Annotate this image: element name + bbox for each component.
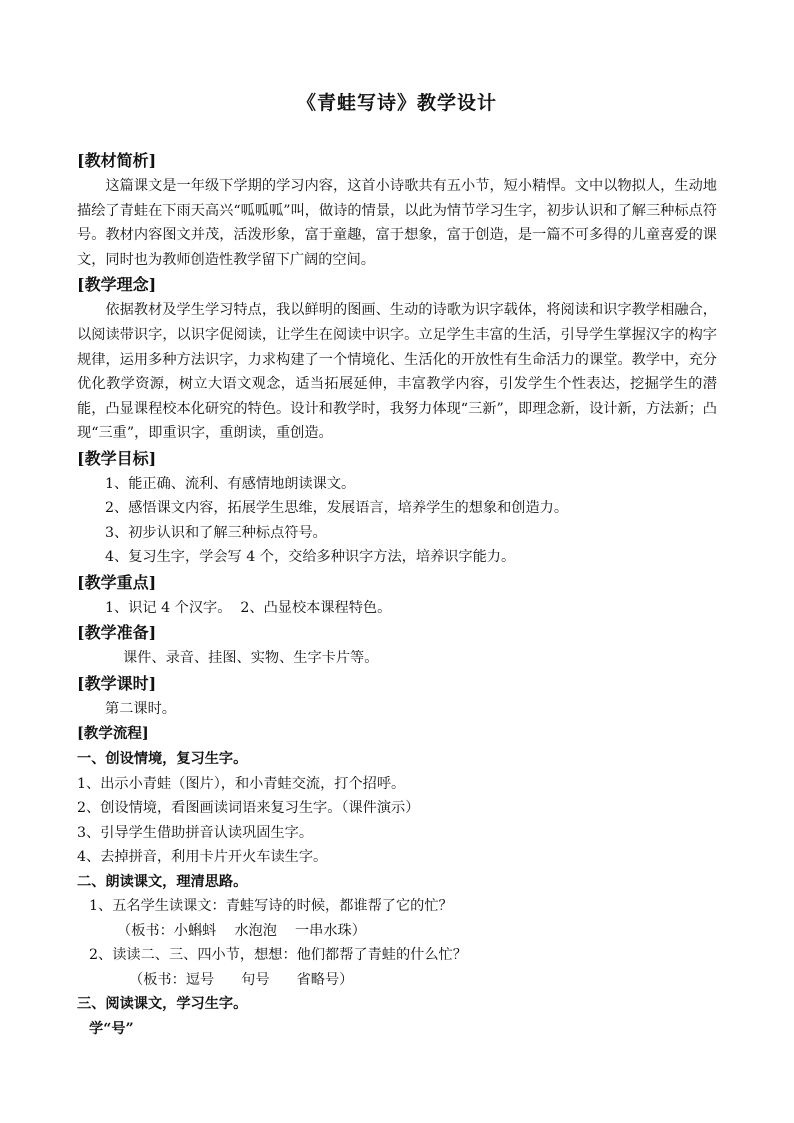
concept-paragraph: 依据教材及学生学习特点，我以鲜明的图画、生动的诗歌为识字载体，将阅读和识字教学相融合，以阅读带识字，以识字促阅读，让学生在阅读中识字。立足学生丰富的生活，引导学生掌握汉字的构字规律，运用多种方法识字，力求构建了一个情境化、生活化的开放性有生命活力的课堂。教学中，充分优化教学资源，树立大语文观念，适当拓展延伸，丰富教学内容，引发学生个性表达，挖掘学生的潜能，凸显课程校本化研究的特色。设计和教学时，我努力体现“三新”，即理念新，设计新，方法新；凸现“三重”，即重识字，重朗读，重创造。 — [77, 302, 717, 442]
flow-part2-note2: （板书：逗号 句号 省略号） — [129, 971, 354, 988]
goal-item: 2、感悟课文内容，拓展学生思维，发展语言，培养学生的想象和创造力。 — [105, 500, 569, 517]
section-heading-analysis: [教材简析] — [77, 151, 157, 170]
section-heading-period: [教学课时] — [77, 673, 157, 693]
analysis-paragraph: 这篇课文是一年级下学期的学习内容，这首小诗歌共有五小节，短小精悍。文中以物拟人，生动地描绘了青蛙在下雨天高兴“呱呱呱”叫，做诗的情景，以此为情节学习生字，初步认识和了解三种标点符号。教材内容图文并茂，活泼形象，富于童趣，富于想象，富于创造，是一篇不可多得的儿童喜爱的课文，同时也为教师创造性教学留下广阔的空间。 — [77, 178, 717, 268]
flow-part2-heading: 二、朗读课文，理清思路。 — [77, 873, 248, 890]
flow-part1-item: 4、去掉拼音，利用卡片开火车读生字。 — [77, 849, 328, 866]
flow-part3-heading: 三、阅读课文，学习生字。 — [77, 996, 248, 1013]
section-heading-focus: [教学重点] — [77, 572, 157, 592]
prep-text: 课件、录音、挂图、实物、生字卡片等。 — [123, 650, 379, 667]
period-text: 第二课时。 — [105, 700, 176, 717]
flow-part2-item2: 2、读读二、三、四小节，想想：他们都帮了青蛙的什么忙？ — [89, 947, 467, 964]
focus-text: 1、识记 4 个汉字。 2、凸显校本课程特色。 — [105, 599, 392, 616]
document-body — [77, 148, 717, 1041]
goal-item: 4、复习生字，学会写 4 个，交给多种识字方法，培养识字能力。 — [105, 549, 516, 566]
flow-part1-heading: 一、创设情境，复习生字。 — [77, 751, 248, 768]
flow-part2-note1: （板书：小蝌蚪 水泡泡 一串水珠） — [117, 922, 366, 939]
section-heading-concept: [教学理念] — [77, 275, 157, 295]
flow-part1-item: 1、出示小青蛙（图片），和小青蛙交流，打个招呼。 — [77, 775, 406, 792]
section-heading-prep: [教学准备] — [77, 623, 157, 643]
flow-part3-sub: 学“号” — [89, 1020, 134, 1037]
section-heading-goals: [教学目标] — [77, 448, 157, 468]
section-heading-flow: [教学流程] — [77, 725, 149, 743]
flow-part1-item: 2、创设情境，看图画读词语来复习生字。（课件演示） — [77, 800, 420, 817]
flow-part1-item: 3、引导学生借助拼音认读巩固生字。 — [77, 824, 314, 841]
page-title: 《青蛙写诗》教学设计 — [296, 92, 497, 114]
goal-item: 3、初步认识和了解三种标点符号。 — [105, 524, 327, 541]
flow-part2-item1: 1、五名学生读课文：青蛙写诗的时候，都谁帮了它的忙？ — [89, 898, 453, 915]
goal-item: 1、能正确、流利、有感情地朗读课文。 — [105, 475, 356, 492]
